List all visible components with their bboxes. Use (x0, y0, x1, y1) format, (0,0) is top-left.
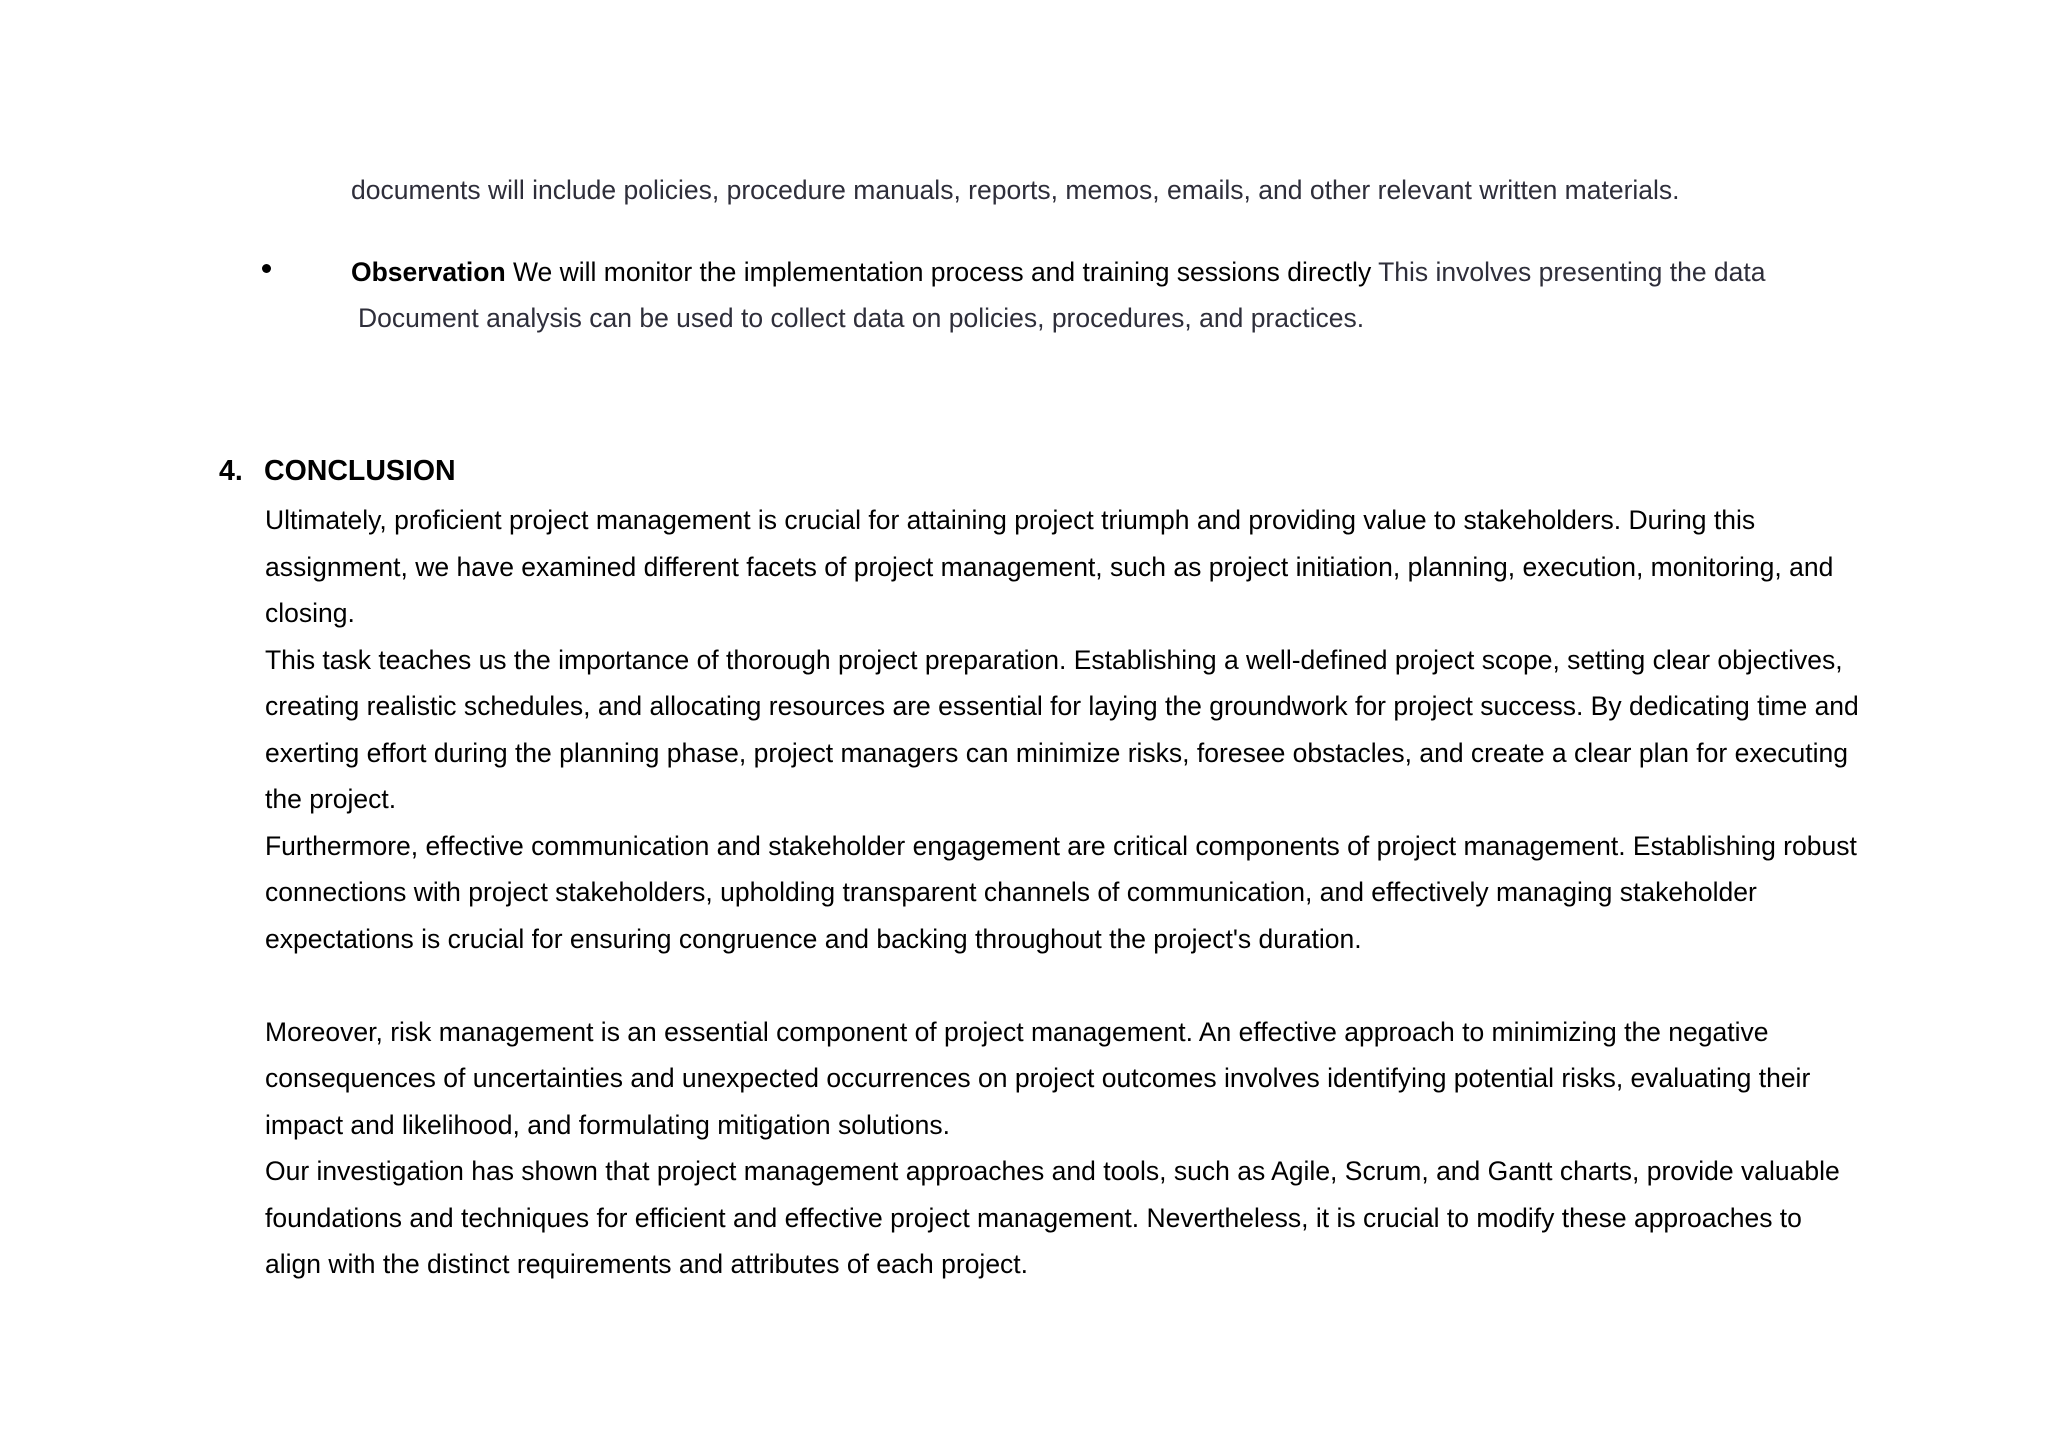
observation-text-muted: This involves presenting the data (1371, 257, 1766, 287)
blank-line (265, 962, 1905, 1009)
bullet-icon (262, 264, 271, 273)
continuation-line: documents will include policies, procedure manuals, reports, memos, emails, and other relevant written materials. (351, 175, 1680, 205)
body-line: connections with project stakeholders, upholding transparent channels of communication, and effectively managing stakeholder (265, 877, 1757, 907)
body-line: foundations and techniques for efficient and effective project management. Nevertheless, it is crucial to modify these approaches to (265, 1202, 1802, 1233)
body-line: consequences of uncertainties and unexpected occurrences on project outcomes involves identifying potential risks, evaluating their (265, 1063, 1811, 1093)
body-line: the project. (265, 784, 397, 814)
observation-item (351, 256, 1766, 288)
observation-second-line: Document analysis can be used to collect data on policies, procedures, and practices. (358, 303, 1365, 333)
observation-text: We will monitor the implementation process and training sessions directly (505, 257, 1372, 287)
body-line: closing. (265, 598, 355, 628)
body-line: Our investigation has shown that project management approaches and tools, such as Agile, Scrum, and Gantt charts, provide valuable (265, 1156, 1840, 1186)
body-line: exerting effort during the planning phase, project managers can minimize risks, foresee obstacles, and create a clear plan for executing (265, 737, 1849, 768)
conclusion-body (265, 497, 1905, 1288)
body-line: Ultimately, proficient project management is crucial for attaining project triumph and providing value to stakeholders. During this (265, 505, 1756, 535)
body-line: expectations is crucial for ensuring congruence and backing throughout the project's duration. (265, 923, 1362, 954)
body-line: creating realistic schedules, and allocating resources are essential for laying the groundwork for project success. By dedicating time and (265, 691, 1859, 721)
body-line: Furthermore, effective communication and stakeholder engagement are critical components of project management. Establishing robust (265, 830, 1857, 861)
body-line: assignment, we have examined different facets of project management, such as project initiation, planning, execution, monitoring, and (265, 551, 1834, 582)
body-line: This task teaches us the importance of thorough project preparation. Establishing a well-defined project scope, setting clear objectives, (265, 644, 1843, 675)
body-line: impact and likelihood, and formulating mitigation solutions. (265, 1109, 950, 1140)
section-number: 4. (219, 455, 243, 487)
body-line: align with the distinct requirements and attributes of each project. (265, 1249, 1029, 1279)
observation-term: Observation (351, 257, 506, 287)
body-line: Moreover, risk management is an essential component of project management. An effective approach to minimizing the negative (265, 1016, 1769, 1047)
section-title: CONCLUSION (264, 455, 456, 487)
